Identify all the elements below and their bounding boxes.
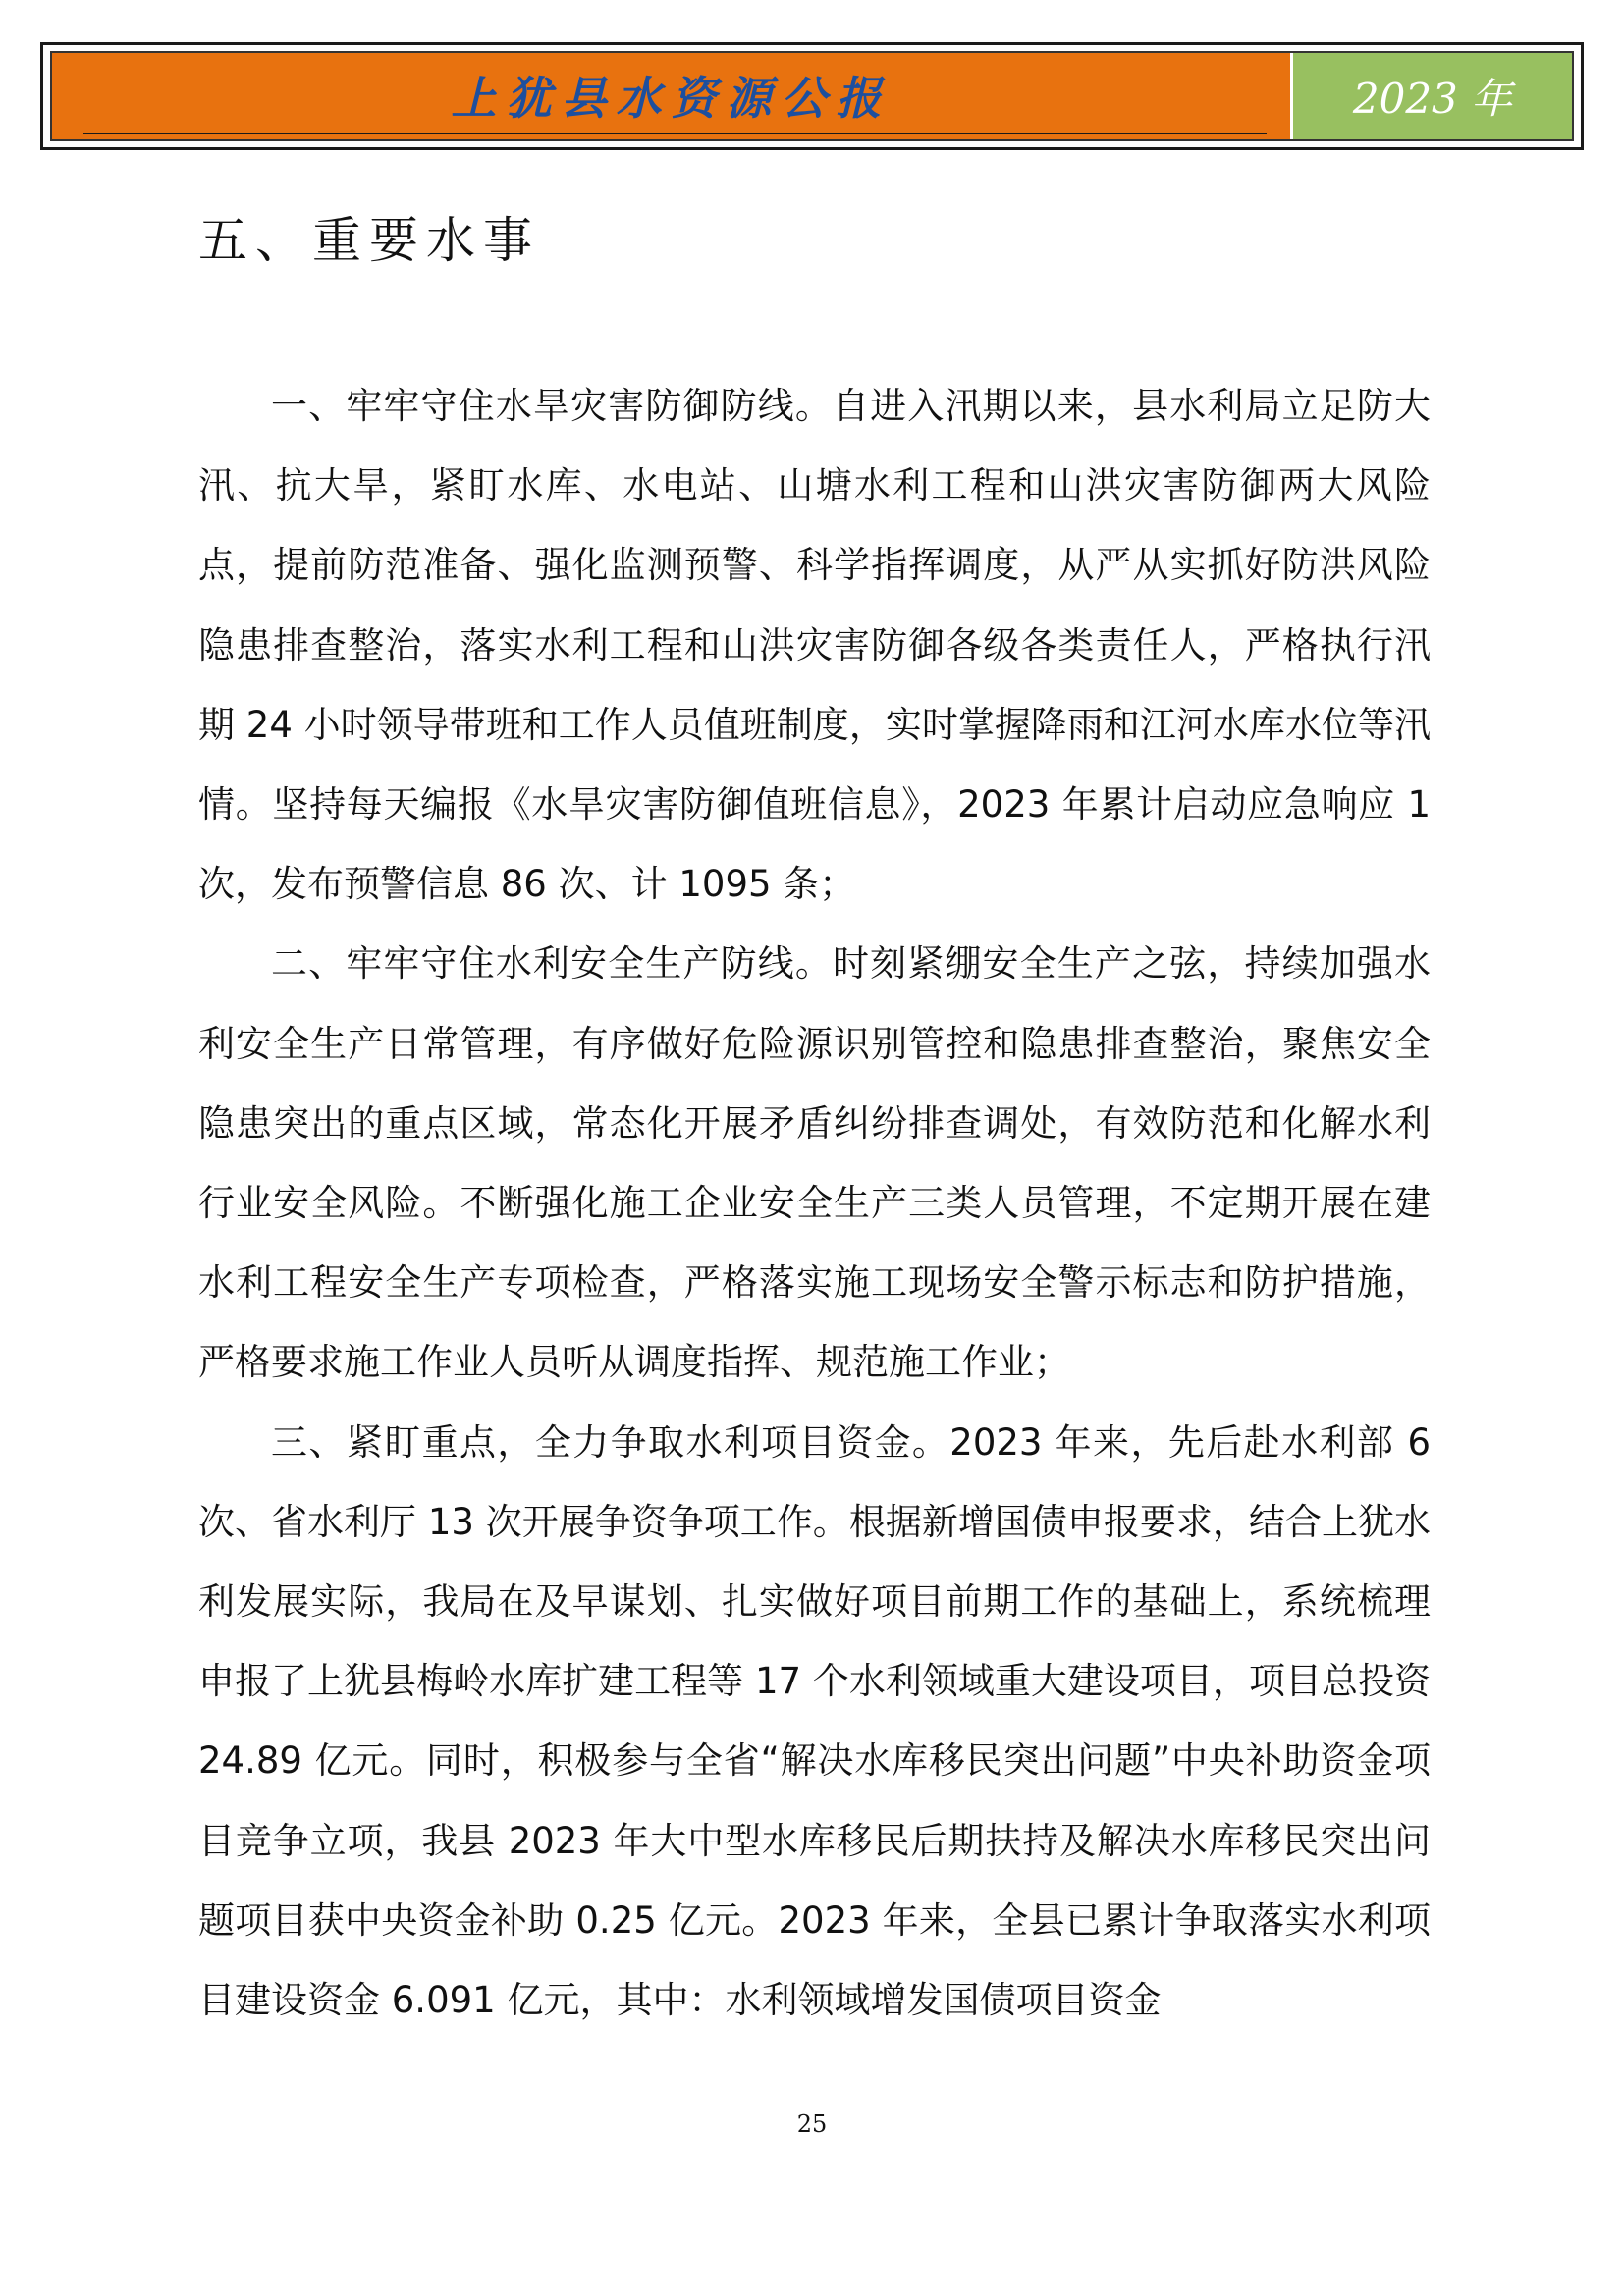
header-divider-line <box>83 133 1267 134</box>
header-title-box <box>52 53 1293 139</box>
paragraph-safety-production: 二、牢牢守住水利安全生产防线。时刻紧绷安全生产之弦，持续加强水利安全生产日常管理，有序做好危险源识别管控和隐患排查整治，聚焦安全隐患突出的重点区域，常态化开展矛盾纠纷排查调处，有效防范和化解水利行业安全风险。不断强化施工企业安全生产三类人员管理，不定期开展在建水利工程安全生产专项检查，严格落实施工现场安全警示标志和防护措施，严格要求施工作业人员听从调度指挥、规范施工作业； <box>198 942 1431 1384</box>
header-year-box <box>1293 53 1572 139</box>
page-header <box>40 42 1584 150</box>
paragraph-project-funding: 三、紧盯重点，全力争取水利项目资金。2023 年来，先后赴水利部 6 次、省水利厅 13 次开展争资争项工作。根据新增国债申报要求，结合上犹水利发展实际，我局在及早谋划、扎实做好项目前期工作的基础上，系统梳理申报了上犹县梅岭水库扩建工程等 17 个水利领域重大建设项目，项目总投资 24.89 亿元。同时，积极参与全省“解决水库移民突出问题”中央补助资金项目竞争立项，我县 2023 年大中型水库移民后期扶持及解决水库移民突出问题项目获中央资金补助 0.25 亿元。2023 年来，全县已累计争取落实水利项目建设资金 6.091 亿元，其中：水利领域增发国债项目资金 <box>198 1420 1431 2022</box>
report-year: 2023 年 <box>1352 75 1513 123</box>
page-number: 25 <box>796 2110 828 2138</box>
header-inner-border <box>50 51 1574 141</box>
report-title: 上犹县水资源公报 <box>451 72 892 125</box>
section-title: 五、重要水事 <box>198 212 540 269</box>
body-text <box>198 366 1431 2040</box>
paragraph-flood-defense: 一、牢牢守住水旱灾害防御防线。自进入汛期以来，县水利局立足防大汛、抗大旱，紧盯水库、水电站、山塘水利工程和山洪灾害防御两大风险点，提前防范准备、强化监测预警、科学指挥调度，从严从实抓好防洪风险隐患排查整治，落实水利工程和山洪灾害防御各级各类责任人，严格执行汛期 24 小时领导带班和工作人员值班制度，实时掌握降雨和江河水库水位等汛情。坚持每天编报《水旱灾害防御值班信息》，2023 年累计启动应急响应 1 次，发布预警信息 86 次、计 1095 条； <box>198 385 1431 906</box>
